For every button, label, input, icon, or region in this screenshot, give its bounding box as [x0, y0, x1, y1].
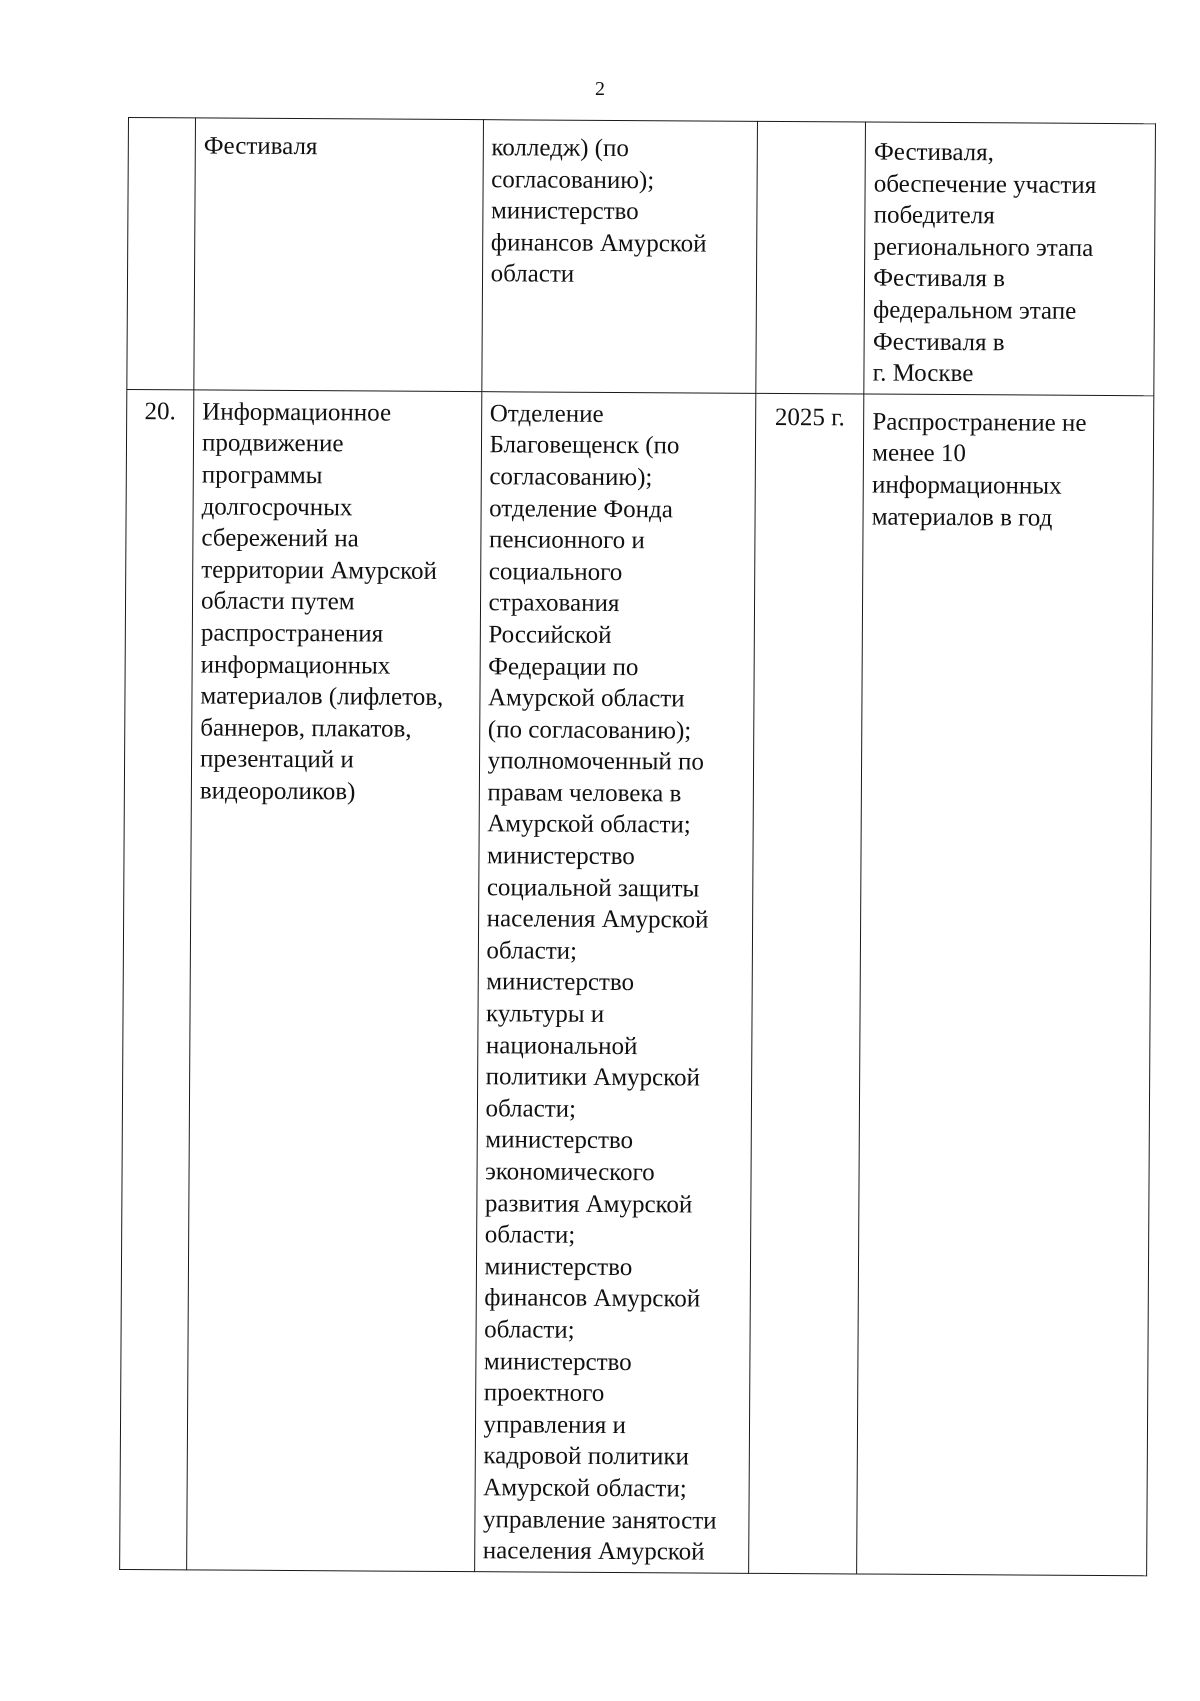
executors-cell: Отделение Благовещенск (по согласованию); отделение Фонда пенсионного и социального страхования Российской Федерации по Амурской области (по согласованию); уполномоченный по правам человека в Амурской области; министерство социальной защиты населения Амурской области; министерство культуры и национальной политики Амурской области; министерство экономического развития Амурской области; министерство финансов Амурской области; министерство проектного управления и кадровой политики Амурской области; управление занятости населения Амурской: [474, 391, 756, 1573]
table-row: [127, 118, 1156, 396]
row-number-cell: [127, 118, 196, 390]
plan-table: [119, 117, 1156, 1576]
expected-result-cell: Фестиваля, обеспечение участия победителя регионального этапа Фестиваля в федеральном этапе Фестиваля в г. Москве: [864, 122, 1155, 396]
page-number: 2: [595, 78, 605, 100]
term-cell: 2025 г.: [749, 393, 864, 1574]
term-cell: [756, 121, 866, 393]
row-number-cell: 20.: [120, 389, 194, 1569]
expected-result-cell: Распространение не менее 10 информационных материалов в год: [857, 394, 1154, 1576]
table-row: [120, 389, 1154, 1575]
event-name-cell: Фестиваля: [194, 118, 483, 392]
executors-cell: колледж) (по согласованию); министерство финансов Амурской области: [481, 120, 757, 393]
event-name-cell: Информационное продвижение программы долгосрочных сбережений на территории Амурской области путем распространения информационных материалов (лифлетов, баннеров, плакатов, презентаций и видеороликов): [187, 390, 482, 1572]
